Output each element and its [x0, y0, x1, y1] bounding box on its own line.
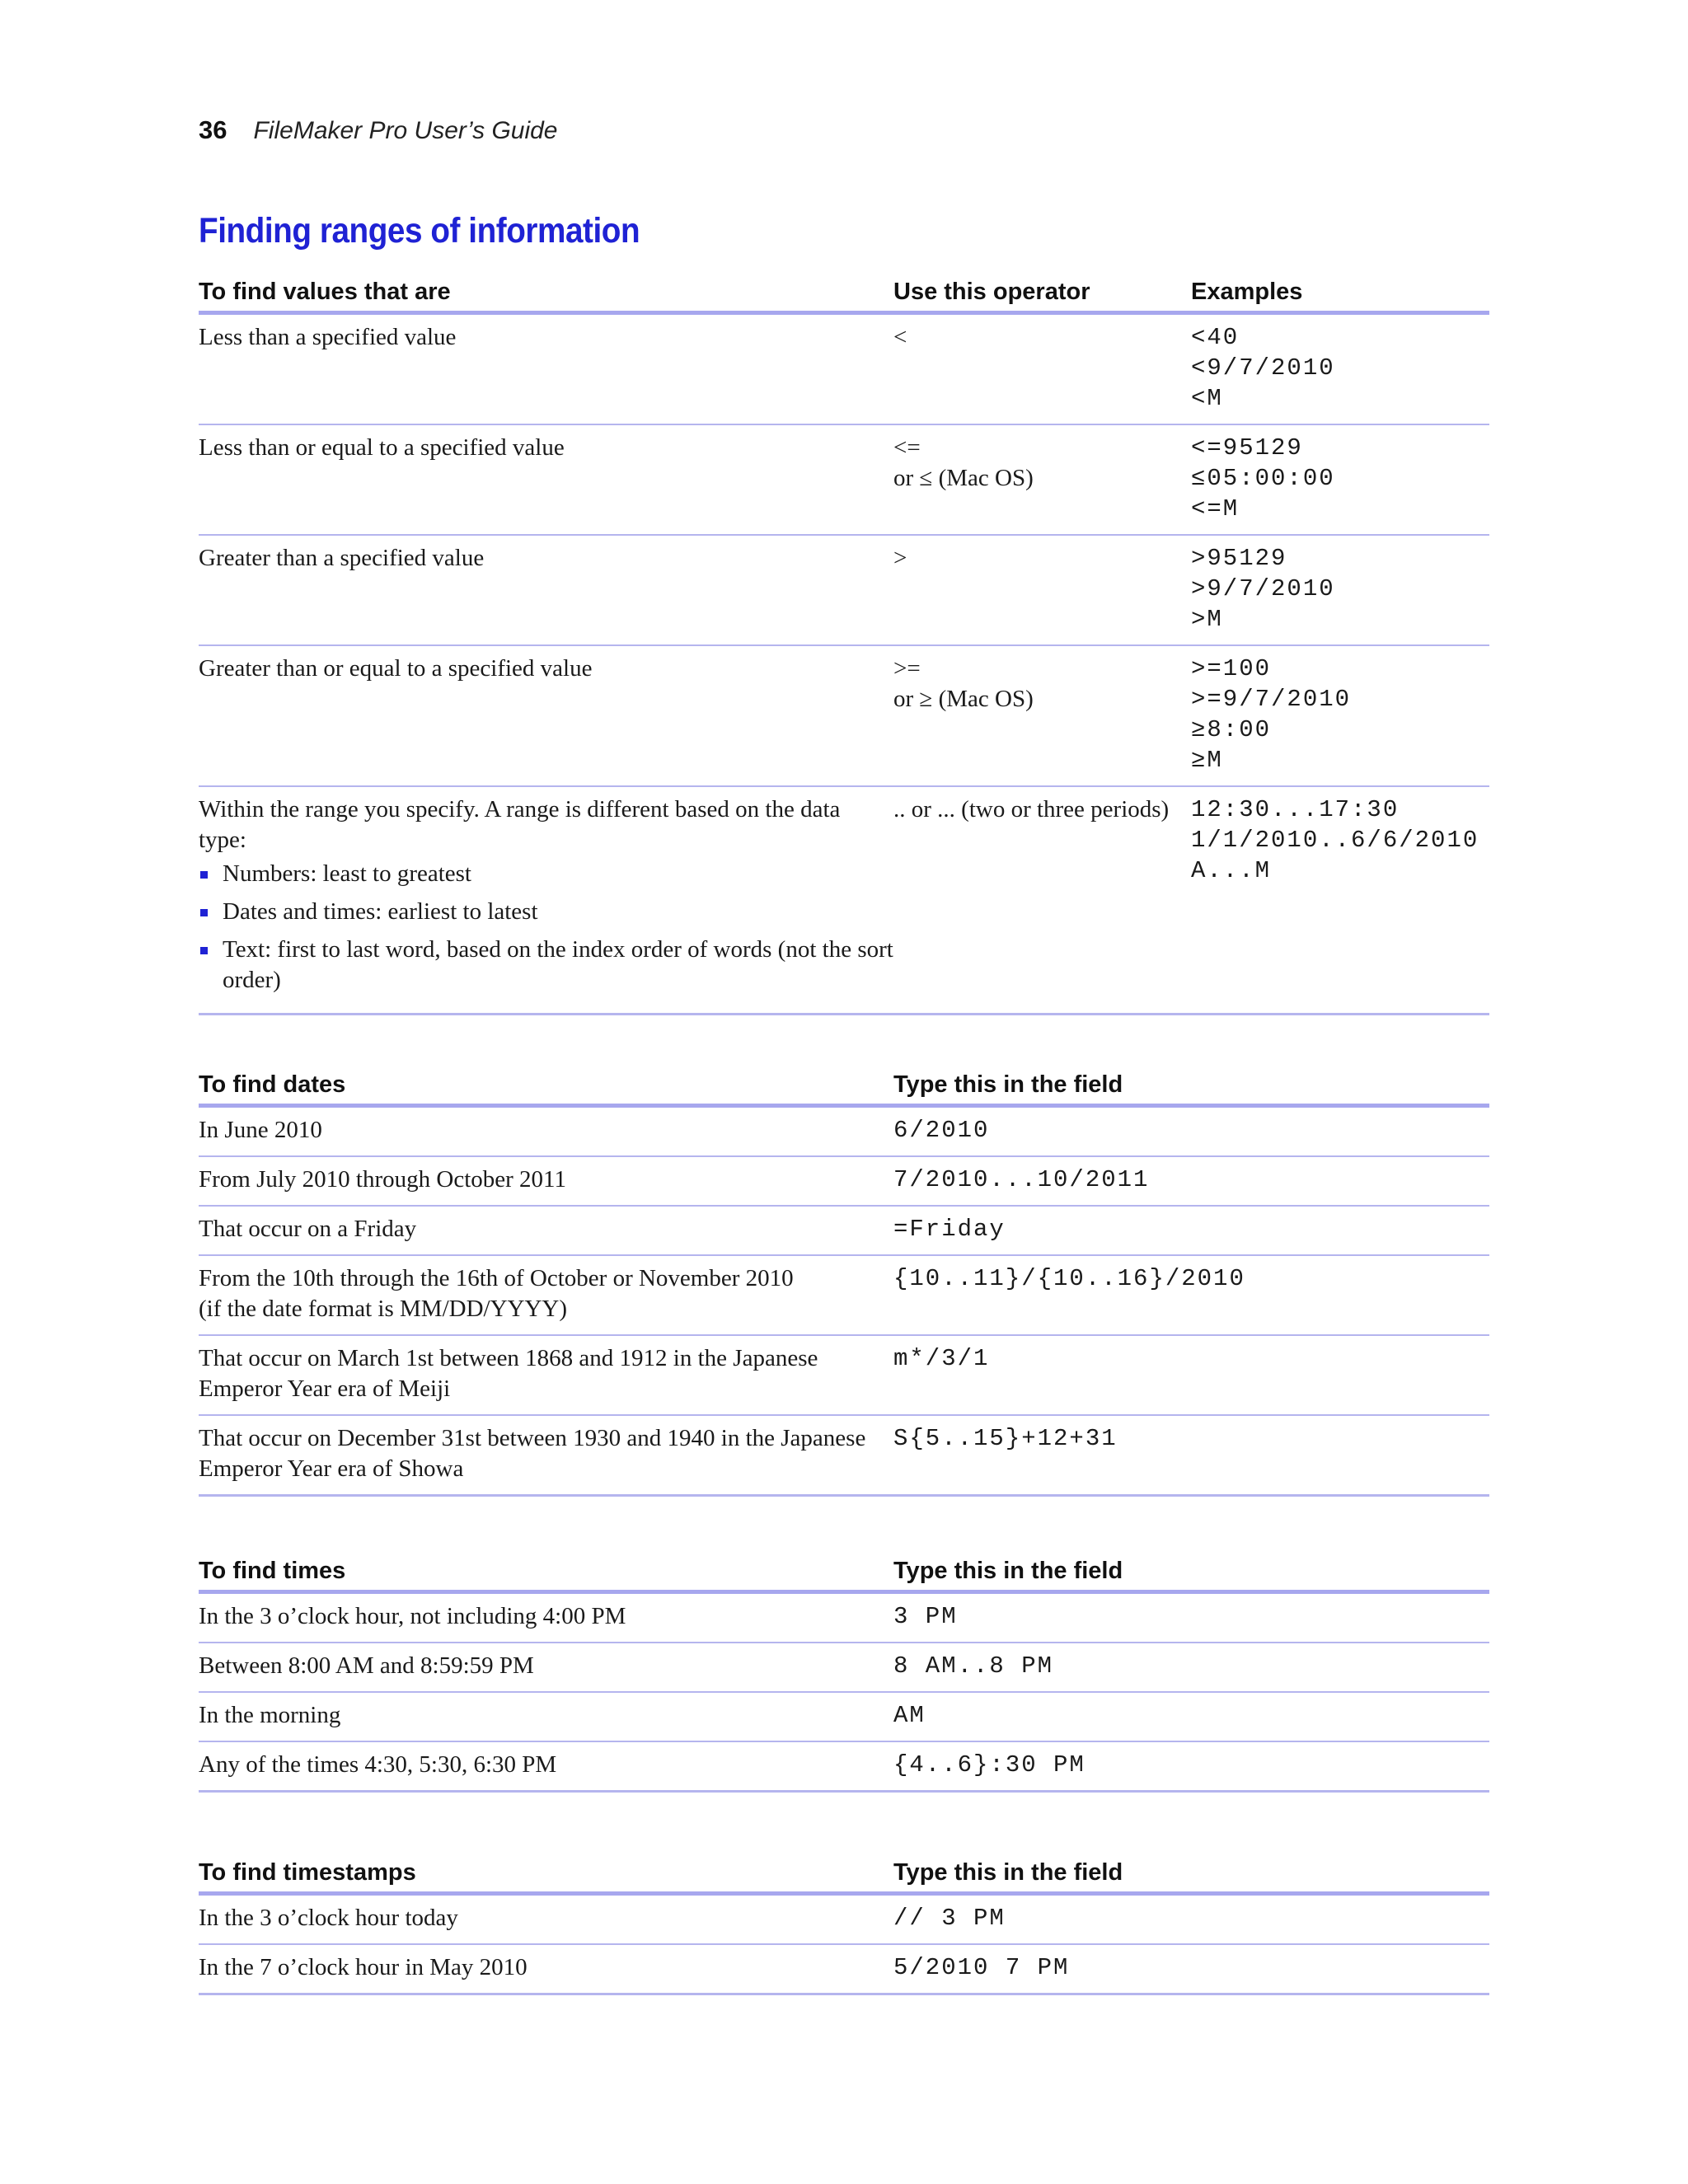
examples-cell	[1191, 424, 1489, 535]
bullet-item: Dates and times: earliest to latest	[199, 897, 893, 927]
book-title: FileMaker Pro User’s Guide	[253, 117, 558, 144]
example-text: >9/7/2010	[1191, 575, 1335, 602]
operator-cell	[893, 535, 1191, 645]
column-header: To find dates	[199, 1071, 893, 1106]
description-text: In the 3 o’clock hour, not including 4:00 PM	[199, 1603, 626, 1629]
bullet-item: Text: first to last word, based on the index order of words (not the sort order)	[199, 935, 893, 996]
description-text: That occur on March 1st between 1868 and 1912 in the Japanese Emperor Year era of Meiji	[199, 1345, 818, 1402]
operator-text: >	[893, 545, 907, 571]
description-text: Any of the times 4:30, 5:30, 6:30 PM	[199, 1751, 557, 1778]
description-text: In the morning	[199, 1702, 341, 1728]
table-row	[199, 1255, 1489, 1335]
description-text: Within the range you specify. A range is different based on the data type:	[199, 796, 841, 853]
description-cell	[199, 1415, 893, 1496]
description-cell	[199, 1741, 893, 1792]
example-text: <=95129	[1191, 434, 1303, 462]
field-value-cell: {10..11}/{10..16}/2010	[893, 1255, 1489, 1335]
example-text: ≤05:00:00	[1191, 465, 1335, 492]
field-value-cell: 3 PM	[893, 1592, 1489, 1643]
table-row	[199, 1894, 1489, 1945]
description-cell	[199, 1206, 893, 1255]
description-text: (if the date format is MM/DD/YYYY)	[199, 1296, 567, 1322]
description-text: Between 8:00 AM and 8:59:59 PM	[199, 1652, 534, 1679]
examples-cell	[1191, 645, 1489, 786]
description-cell	[199, 1255, 893, 1335]
example-text: ≥8:00	[1191, 716, 1272, 743]
description-text: That occur on December 31st between 1930 and 1940 in the Japanese Emperor Year era of Showa	[199, 1425, 866, 1482]
table-header-row	[199, 1558, 1489, 1592]
description-cell	[199, 1156, 893, 1206]
operator-cell	[893, 424, 1191, 535]
ranges-table	[199, 279, 1489, 1015]
table-row	[199, 1643, 1489, 1692]
table-row	[199, 786, 1489, 1015]
table-header-row	[199, 1071, 1489, 1106]
description-text: Less than or equal to a specified value	[199, 434, 565, 461]
operator-text: .. or ... (two or three periods)	[893, 796, 1170, 823]
operator-text: or ≥ (Mac OS)	[893, 686, 1034, 712]
field-value-cell: m*/3/1	[893, 1335, 1489, 1415]
example-text: <=M	[1191, 495, 1240, 523]
description-cell	[199, 1692, 893, 1741]
table-row	[199, 1741, 1489, 1792]
description-text: Greater than or equal to a specified value	[199, 655, 593, 682]
description-cell	[199, 786, 893, 1015]
description-cell	[199, 1106, 893, 1157]
example-text: <M	[1191, 385, 1223, 412]
field-value-cell: 5/2010 7 PM	[893, 1944, 1489, 1994]
description-cell	[199, 645, 893, 786]
description-text: In June 2010	[199, 1117, 322, 1143]
example-text: 1/1/2010..6/6/2010	[1191, 827, 1479, 854]
table-row	[199, 645, 1489, 786]
column-header: Type this in the field	[893, 1071, 1489, 1106]
table-row	[199, 1335, 1489, 1415]
table-header-row	[199, 279, 1489, 313]
times-table	[199, 1558, 1489, 1793]
field-value-cell: =Friday	[893, 1206, 1489, 1255]
table-row	[199, 1156, 1489, 1206]
field-value-cell: 6/2010	[893, 1106, 1489, 1157]
column-header: Type this in the field	[893, 1859, 1489, 1894]
column-header: Examples	[1191, 279, 1489, 313]
table-row	[199, 1692, 1489, 1741]
description-text: In the 7 o’clock hour in May 2010	[199, 1954, 528, 1980]
timestamps-table	[199, 1859, 1489, 1995]
table-row	[199, 313, 1489, 425]
examples-cell	[1191, 786, 1489, 1015]
table-row	[199, 1415, 1489, 1496]
description-text: From July 2010 through October 2011	[199, 1166, 566, 1193]
table-row	[199, 1106, 1489, 1157]
examples-cell	[1191, 535, 1489, 645]
column-header: To find timestamps	[199, 1859, 893, 1894]
description-cell	[199, 1592, 893, 1643]
description-cell	[199, 1335, 893, 1415]
table-row	[199, 1592, 1489, 1643]
description-cell	[199, 424, 893, 535]
example-text: >=9/7/2010	[1191, 686, 1352, 713]
operator-cell	[893, 786, 1191, 1015]
running-header	[199, 115, 558, 148]
description-text: Less than a specified value	[199, 324, 457, 350]
table-header-row	[199, 1859, 1489, 1894]
example-text: 12:30...17:30	[1191, 796, 1400, 823]
column-header: Type this in the field	[893, 1558, 1489, 1592]
example-text: >M	[1191, 606, 1223, 633]
table-row	[199, 1206, 1489, 1255]
example-text: A...M	[1191, 857, 1272, 884]
description-text: That occur on a Friday	[199, 1216, 417, 1242]
operator-text: >=	[893, 655, 921, 682]
description-text: Greater than a specified value	[199, 545, 485, 571]
field-value-cell: AM	[893, 1692, 1489, 1741]
description-cell	[199, 313, 893, 425]
bullet-list	[199, 859, 893, 996]
description-text: From the 10th through the 16th of October or November 2010	[199, 1265, 794, 1291]
table-row	[199, 535, 1489, 645]
example-text: >=100	[1191, 655, 1272, 682]
description-cell	[199, 1944, 893, 1994]
description-text: In the 3 o’clock hour today	[199, 1905, 458, 1931]
bullet-item: Numbers: least to greatest	[199, 859, 893, 889]
examples-cell	[1191, 313, 1489, 425]
operator-cell	[893, 645, 1191, 786]
section-title: Finding ranges of information	[199, 211, 640, 251]
field-value-cell: {4..6}:30 PM	[893, 1741, 1489, 1792]
example-text: <9/7/2010	[1191, 354, 1335, 382]
column-header: To find times	[199, 1558, 893, 1592]
operator-text: or ≤ (Mac OS)	[893, 465, 1034, 491]
example-text: ≥M	[1191, 747, 1223, 774]
table-row	[199, 424, 1489, 535]
operator-text: <	[893, 324, 907, 350]
table-row	[199, 1944, 1489, 1994]
field-value-cell: S{5..15}+12+31	[893, 1415, 1489, 1496]
dates-table	[199, 1071, 1489, 1497]
description-cell	[199, 1894, 893, 1945]
page-number: 36	[199, 115, 227, 144]
example-text: <40	[1191, 324, 1240, 351]
example-text: >95129	[1191, 545, 1287, 572]
column-header: Use this operator	[893, 279, 1191, 313]
field-value-cell: // 3 PM	[893, 1894, 1489, 1945]
operator-text: <=	[893, 434, 921, 461]
field-value-cell: 8 AM..8 PM	[893, 1643, 1489, 1692]
operator-cell	[893, 313, 1191, 425]
field-value-cell: 7/2010...10/2011	[893, 1156, 1489, 1206]
description-cell	[199, 535, 893, 645]
description-cell	[199, 1643, 893, 1692]
column-header: To find values that are	[199, 279, 893, 313]
